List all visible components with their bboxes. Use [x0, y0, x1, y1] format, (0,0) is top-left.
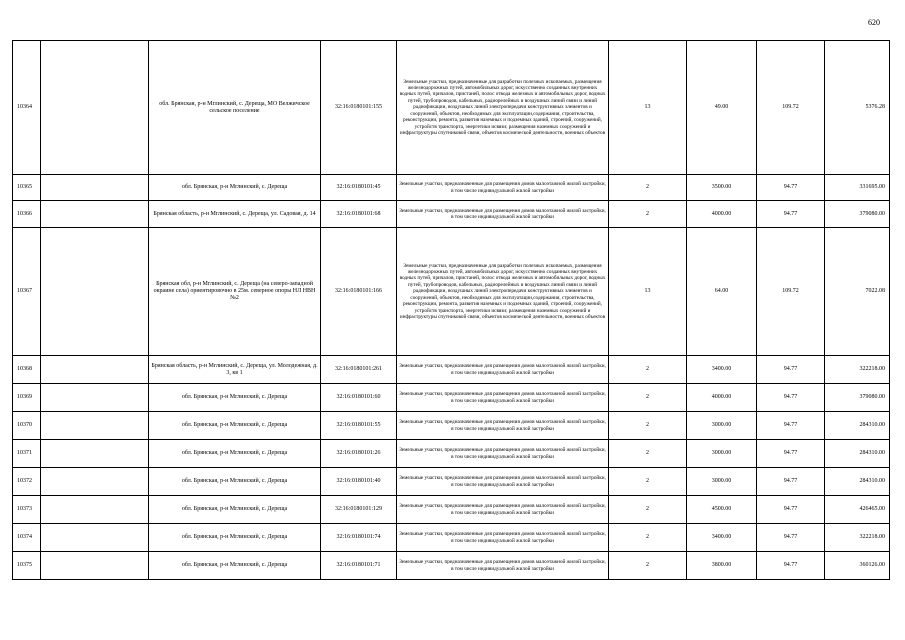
cadastral-number-cell: 32:16:0180101:26 [321, 440, 397, 468]
table-row [13, 384, 890, 412]
cadastral-value-cell: 322218.00 [825, 524, 890, 552]
cadastral-value-cell: 379080.00 [825, 384, 890, 412]
table-row [13, 41, 890, 175]
table-row [13, 524, 890, 552]
rate-cell: 94.77 [757, 440, 825, 468]
address-cell: обл. Брянская, р-н Мглинский, с. Дереща [149, 175, 321, 201]
cadastral-number-cell: 32:16:0180101:40 [321, 468, 397, 496]
address-cell: обл. Брянская, р-н Мглинский, с. Дереща [149, 496, 321, 524]
group-code-cell: 2 [609, 440, 687, 468]
area-cell: 4000.00 [687, 201, 757, 228]
table-row [13, 468, 890, 496]
cadastral-value-cell: 284310.00 [825, 412, 890, 440]
table-row [13, 412, 890, 440]
rate-cell: 94.77 [757, 356, 825, 384]
area-cell: 4500.00 [687, 496, 757, 524]
land-purpose-cell: Земельные участки, предназначенные для разработки полезных ископаемых, размещения железнодорожных путей, автомобильных дорог, искусственно созданных внутренних водных путей, причалов, пристаней, полос отвода железных и автомобильных дорог, водных путей, трубопроводов, кабельных, радиорелейных и воздушных линий связи и линий радиофикации, воздушных линий электропередачи конструктивных элементов и сооружений, объектов, необходимых для эксплуатации,содержания, строительства, реконструкции, ремонта, развития наземных и подземных зданий, строений, сооружений, устройств транспорта, энергетики исвязи; размещения наземных сооружений и инфраструктуры спутниковой связи, объектов космической деятельности, военных объектов [397, 41, 609, 175]
empty-cell [41, 412, 149, 440]
address-cell: обл. Брянская, р-н Мглинский, с. Дереща, МО Велжичское сельское поселение [149, 41, 321, 175]
table-row [13, 175, 890, 201]
group-code-cell: 2 [609, 552, 687, 580]
cadastral-value-cell: 379080.00 [825, 201, 890, 228]
rate-cell: 94.77 [757, 524, 825, 552]
table-row [13, 356, 890, 384]
table-row [13, 552, 890, 580]
page-number: 620 [868, 18, 880, 27]
group-code-cell: 2 [609, 356, 687, 384]
area-cell: 3000.00 [687, 468, 757, 496]
cadastral-number-cell: 32:16:0180101:129 [321, 496, 397, 524]
rate-cell: 94.77 [757, 552, 825, 580]
row-id: 10375 [13, 552, 41, 580]
row-id: 10370 [13, 412, 41, 440]
table-row [13, 496, 890, 524]
land-purpose-cell: Земельные участки, предназначенные для размещения домов малоэтажной жилой застройки, в том числе индивидуальной жилой застройки [397, 524, 609, 552]
row-id: 10374 [13, 524, 41, 552]
land-purpose-cell: Земельные участки, предназначенные для размещения домов малоэтажной жилой застройки, в том числе индивидуальной жилой застройки [397, 201, 609, 228]
cadastral-number-cell: 32:16:0180101:261 [321, 356, 397, 384]
group-code-cell: 13 [609, 41, 687, 175]
rate-cell: 94.77 [757, 175, 825, 201]
empty-cell [41, 228, 149, 356]
land-purpose-cell: Земельные участки, предназначенные для размещения домов малоэтажной жилой застройки, в том числе индивидуальной жилой застройки [397, 440, 609, 468]
cadastral-number-cell: 32:16:0180101:155 [321, 41, 397, 175]
empty-cell [41, 175, 149, 201]
table-row [13, 201, 890, 228]
address-cell: обл. Брянская, р-н Мглинский, с. Дереща [149, 468, 321, 496]
cadastral-value-cell: 426465.00 [825, 496, 890, 524]
group-code-cell: 2 [609, 524, 687, 552]
row-id: 10371 [13, 440, 41, 468]
row-id: 10372 [13, 468, 41, 496]
empty-cell [41, 524, 149, 552]
cadastral-number-cell: 32:16:0180101:55 [321, 412, 397, 440]
area-cell: 4000.00 [687, 384, 757, 412]
rate-cell: 94.77 [757, 468, 825, 496]
group-code-cell: 2 [609, 201, 687, 228]
group-code-cell: 2 [609, 496, 687, 524]
empty-cell [41, 41, 149, 175]
group-code-cell: 2 [609, 384, 687, 412]
cadastral-number-cell: 32:16:0180101:71 [321, 552, 397, 580]
cadastral-value-cell: 360126.00 [825, 552, 890, 580]
rate-cell: 109.72 [757, 41, 825, 175]
row-id: 10364 [13, 41, 41, 175]
area-cell: 3000.00 [687, 412, 757, 440]
empty-cell [41, 496, 149, 524]
cadastral-number-cell: 32:16:0180101:68 [321, 201, 397, 228]
cadastral-number-cell: 32:16:0180101:74 [321, 524, 397, 552]
land-purpose-cell: Земельные участки, предназначенные для размещения домов малоэтажной жилой застройки, в том числе индивидуальной жилой застройки [397, 356, 609, 384]
empty-cell [41, 440, 149, 468]
cadastral-value-cell: 331695.00 [825, 175, 890, 201]
group-code-cell: 2 [609, 468, 687, 496]
row-id: 10373 [13, 496, 41, 524]
empty-cell [41, 356, 149, 384]
row-id: 10366 [13, 201, 41, 228]
row-id: 10367 [13, 228, 41, 356]
empty-cell [41, 468, 149, 496]
rate-cell: 94.77 [757, 384, 825, 412]
area-cell: 64.00 [687, 228, 757, 356]
cadastral-value-cell: 284310.00 [825, 440, 890, 468]
group-code-cell: 13 [609, 228, 687, 356]
address-cell: Брянская область, р-н Мглинский, с. Дереща, ул. Молодежная, д. 3, кв 1 [149, 356, 321, 384]
area-cell: 3400.00 [687, 524, 757, 552]
row-id: 10369 [13, 384, 41, 412]
address-cell: обл. Брянская, р-н Мглинский, с. Дереща [149, 440, 321, 468]
area-cell: 3400.00 [687, 356, 757, 384]
area-cell: 3500.00 [687, 175, 757, 201]
rate-cell: 94.77 [757, 201, 825, 228]
address-cell: обл. Брянская, р-н Мглинский, с. Дереща [149, 552, 321, 580]
rate-cell: 109.72 [757, 228, 825, 356]
cadastral-number-cell: 32:16:0180101:60 [321, 384, 397, 412]
address-cell: Брянская область, р-н Мглинский, с. Дереща, ул. Садовая, д. 14 [149, 201, 321, 228]
cadastral-value-cell: 284310.00 [825, 468, 890, 496]
table-row [13, 228, 890, 356]
land-purpose-cell: Земельные участки, предназначенные для размещения домов малоэтажной жилой застройки, в том числе индивидуальной жилой застройки [397, 175, 609, 201]
rate-cell: 94.77 [757, 412, 825, 440]
table-row [13, 440, 890, 468]
cadastral-number-cell: 32:16:0180101:45 [321, 175, 397, 201]
area-cell: 3000.00 [687, 440, 757, 468]
cadastral-value-cell: 5376.28 [825, 41, 890, 175]
cadastral-value-cell: 7022.08 [825, 228, 890, 356]
cadastral-value-cell: 322218.00 [825, 356, 890, 384]
address-cell: обл. Брянская, р-н Мглинский, с. Дереща [149, 524, 321, 552]
address-cell: обл. Брянская, р-н Мглинский, с. Дереща [149, 384, 321, 412]
land-purpose-cell: Земельные участки, предназначенные для размещения домов малоэтажной жилой застройки, в том числе индивидуальной жилой застройки [397, 412, 609, 440]
empty-cell [41, 552, 149, 580]
cadastral-number-cell: 32:16:0180101:166 [321, 228, 397, 356]
land-purpose-cell: Земельные участки, предназначенные для размещения домов малоэтажной жилой застройки, в том числе индивидуальной жилой застройки [397, 468, 609, 496]
land-purpose-cell: Земельные участки, предназначенные для разработки полезных ископаемых, размещения железнодорожных путей, автомобильных дорог, искусственно созданных внутренних водных путей, причалов, пристаней, полос отвода железных и автомобильных дорог, водных путей, трубопроводов, кабельных, радиорелейных и воздушных линий связи и линий радиофикации, воздушных линий электропередачи конструктивных элементов и сооружений, объектов, необходимых для эксплуатации,содержания, строительства, реконструкции, ремонта, развития наземных и подземных зданий, строений, сооружений, устройств транспорта, энергетики исвязи; размещения наземных сооружений и инфраструктуры спутниковой связи, объектов космической деятельности, военных объектов [397, 228, 609, 356]
group-code-cell: 2 [609, 175, 687, 201]
empty-cell [41, 201, 149, 228]
row-id: 10365 [13, 175, 41, 201]
cadastral-value-table [12, 40, 890, 580]
area-cell: 3800.00 [687, 552, 757, 580]
land-purpose-cell: Земельные участки, предназначенные для размещения домов малоэтажной жилой застройки, в том числе индивидуальной жилой застройки [397, 552, 609, 580]
group-code-cell: 2 [609, 412, 687, 440]
land-purpose-cell: Земельные участки, предназначенные для размещения домов малоэтажной жилой застройки, в том числе индивидуальной жилой застройки [397, 384, 609, 412]
address-cell: обл. Брянская, р-н Мглинский, с. Дереща [149, 412, 321, 440]
address-cell: Брянская обл, р-н Мглинский, с. Дереща (на северо-западной окраине села) ориентировочно в 25м. северное опоры НЛ НВН №2 [149, 228, 321, 356]
area-cell: 49.00 [687, 41, 757, 175]
empty-cell [41, 384, 149, 412]
row-id: 10368 [13, 356, 41, 384]
land-purpose-cell: Земельные участки, предназначенные для размещения домов малоэтажной жилой застройки, в том числе индивидуальной жилой застройки [397, 496, 609, 524]
rate-cell: 94.77 [757, 496, 825, 524]
